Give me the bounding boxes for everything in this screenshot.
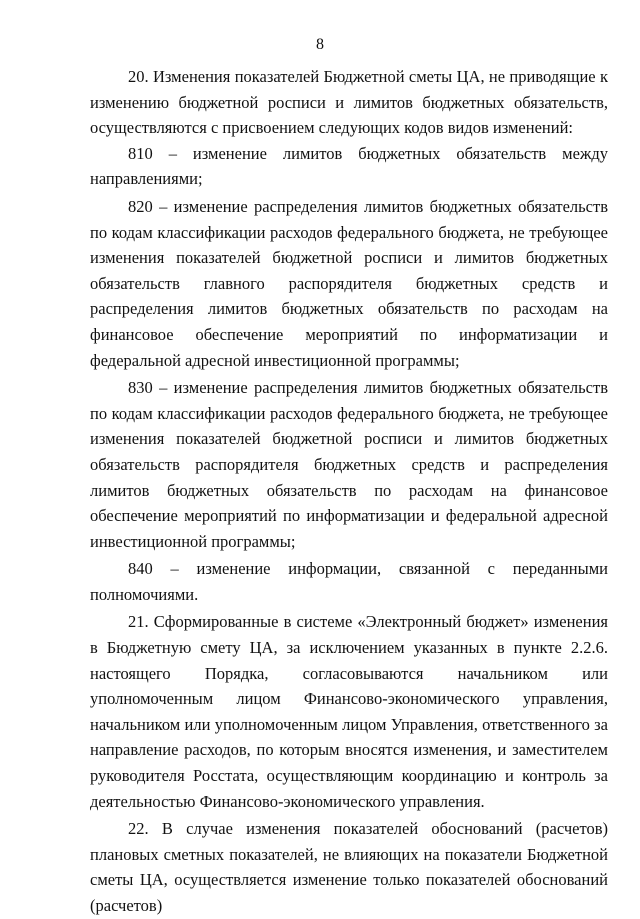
paragraph-code-830: 830 – изменение распределения лимитов бюджетных обязательств по кодам классификации расходов федерального бюджета, не требующее изменения показателей бюджетной росписи и лимитов бюджетных обязательств распорядителя бюджетных средств и распределения лимитов бюджетных обязательств по расходам на финансовое обеспечение мероприятий по информатизации и федеральной адресной инвестиционной программы;	[90, 378, 608, 551]
paragraph-20: 20. Изменения показателей Бюджетной сметы ЦА, не приводящие к изменению бюджетной росписи и лимитов бюджетных обязательств, осуществляются с присвоением следующих кодов видов изменений:	[90, 67, 608, 138]
paragraph-22: 22. В случае изменения показателей обоснований (расчетов) плановых сметных показателей, не влияющих на показатели Бюджетной сметы ЦА, осуществляется изменение только показателей обоснований (расчетов)	[90, 819, 608, 915]
paragraph-code-810: 810 – изменение лимитов бюджетных обязательств между направлениями;	[90, 143, 608, 189]
paragraph-code-840: 840 – изменение информации, связанной с переданными полномочиями.	[90, 559, 608, 604]
page-number: 8	[316, 36, 324, 53]
document-body	[90, 64, 608, 919]
paragraph-code-820: 820 – изменение распределения лимитов бюджетных обязательств по кодам классификации расходов федерального бюджета, не требующее изменения показателей бюджетной росписи и лимитов бюджетных обязательств главного распорядителя бюджетных средств и распределения лимитов бюджетных обязательств по расходам на финансовое обеспечение мероприятий по информатизации и федеральной адресной инвестиционной программы;	[90, 196, 608, 370]
paragraph-21: 21. Сформированные в системе «Электронный бюджет» изменения в Бюджетную смету ЦА, за исключением указанных в пункте 2.2.6. настоящего Порядка, согласовываются начальником или уполномоченным лицом Финансово-экономического управления, начальником или уполномоченным лицом Управления, ответственного за направление расходов, по которым вносятся изменения, и заместителем руководителя Росстата, осуществляющим координацию и контроль за деятельностью Финансово-экономического управления.	[90, 612, 608, 811]
